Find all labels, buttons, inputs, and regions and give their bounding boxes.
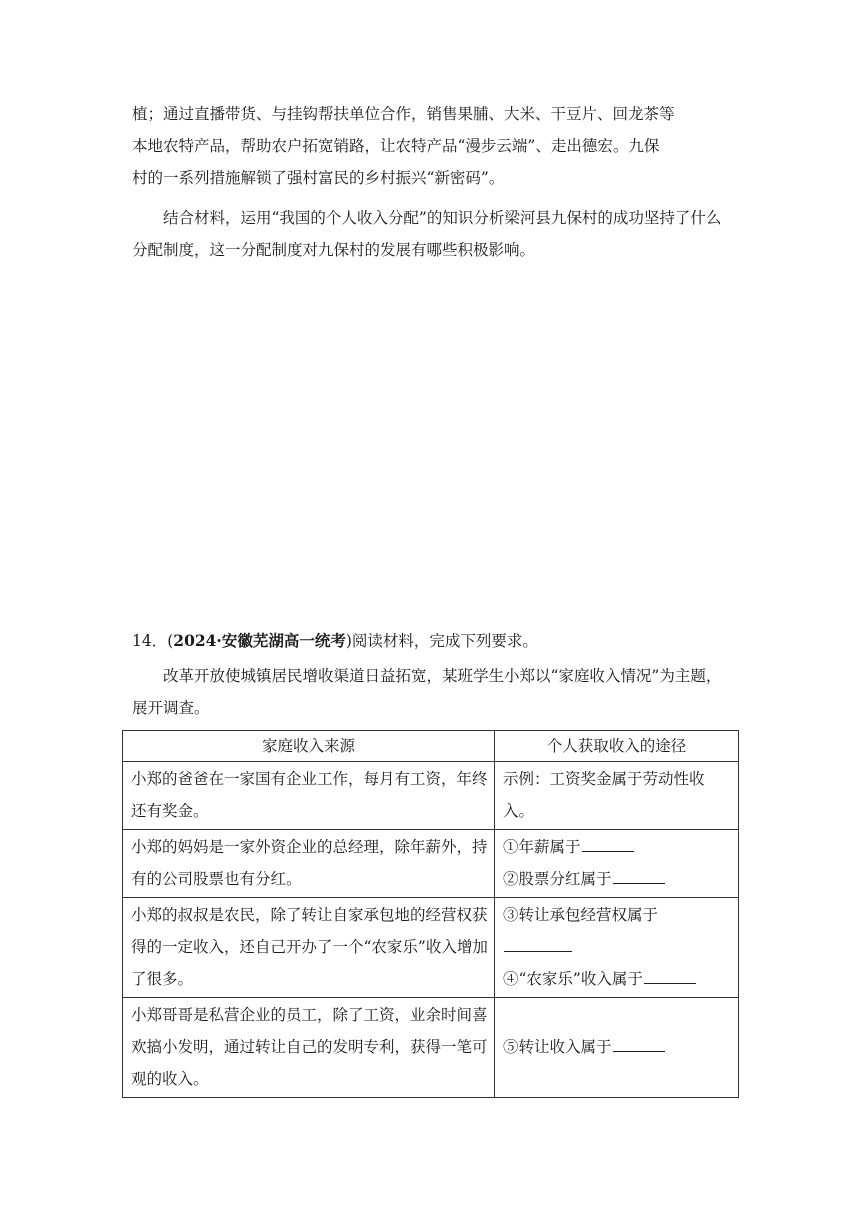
header-income-way: 个人获取收入的途径 [495, 731, 739, 762]
question-instruction: )阅读材料，完成下列要求。 [345, 632, 538, 650]
table-header-row [123, 731, 739, 762]
row-ways-cell [495, 762, 739, 830]
passage-line: 村的一系列措施解锁了强村富民的乡村振兴“新密码”。 [132, 169, 505, 187]
answer-prompt-2: ②股票分红属于 [503, 870, 612, 888]
question-prompt: 结合材料，运用“我国的个人收入分配”的知识分析梁河县九保村的成功坚持了什么分配制度，这一分配制度对九保村的发展有哪些积极影响。 [132, 209, 722, 259]
answer-blank-4[interactable] [644, 982, 696, 984]
row-source-cell: 小郑的妈妈是一家外资企业的总经理，除年薪外，持有的公司股票也有分红。 [123, 830, 495, 898]
row-source-cell: 小郑哥哥是私营企业的员工，除了工资，业余时间喜欢搞小发明，通过转让自己的发明专利，获得一笔可观的收入。 [123, 998, 495, 1098]
table-row [123, 898, 739, 998]
passage-line: 本地农特产品，帮助农户拓宽销路，让农特产品“漫步云端”、走出德宏。九保 [132, 137, 660, 155]
passage-continuation [132, 98, 732, 194]
answer-prompt-5: ⑤转让收入属于 [503, 1038, 612, 1056]
question-14-heading [132, 625, 732, 657]
question-source: 2024·安徽芜湖高一统考 [173, 631, 346, 650]
table-row [123, 762, 739, 830]
table-row [123, 998, 739, 1098]
table-row [123, 830, 739, 898]
answer-prompt-1: ①年薪属于 [503, 838, 581, 856]
answer-blank-3[interactable] [504, 950, 572, 952]
question-14-intro: 改革开放使城镇居民增收渠道日益拓宽，某班学生小郑以“家庭收入情况”为主题，展开调查。 [132, 667, 722, 717]
answer-prompt-3: ③转让承包经营权属于 [503, 906, 659, 924]
row-ways-cell [495, 830, 739, 898]
answer-blank-5[interactable] [613, 1050, 665, 1052]
question-number: 14．( [132, 632, 174, 650]
answer-blank-1[interactable] [582, 850, 634, 852]
answer-prompt-4: ④“农家乐”收入属于 [503, 970, 643, 988]
row-ways-cell [495, 998, 739, 1098]
header-income-source: 家庭收入来源 [123, 731, 495, 762]
income-table [122, 730, 739, 1098]
example-answer: 示例：工资奖金属于劳动性收入。 [503, 770, 705, 820]
answer-blank-2[interactable] [613, 882, 665, 884]
row-source-cell: 小郑的叔叔是农民，除了转让自家承包地的经营权获得的一定收入，还自己开办了一个“农家乐”收入增加了很多。 [123, 898, 495, 998]
row-source-cell: 小郑的爸爸在一家国有企业工作，每月有工资，年终还有奖金。 [123, 762, 495, 830]
row-ways-cell [495, 898, 739, 998]
passage-line: 植；通过直播带货、与挂钩帮扶单位合作，销售果脯、大米、干豆片、回龙茶等 [132, 105, 675, 123]
